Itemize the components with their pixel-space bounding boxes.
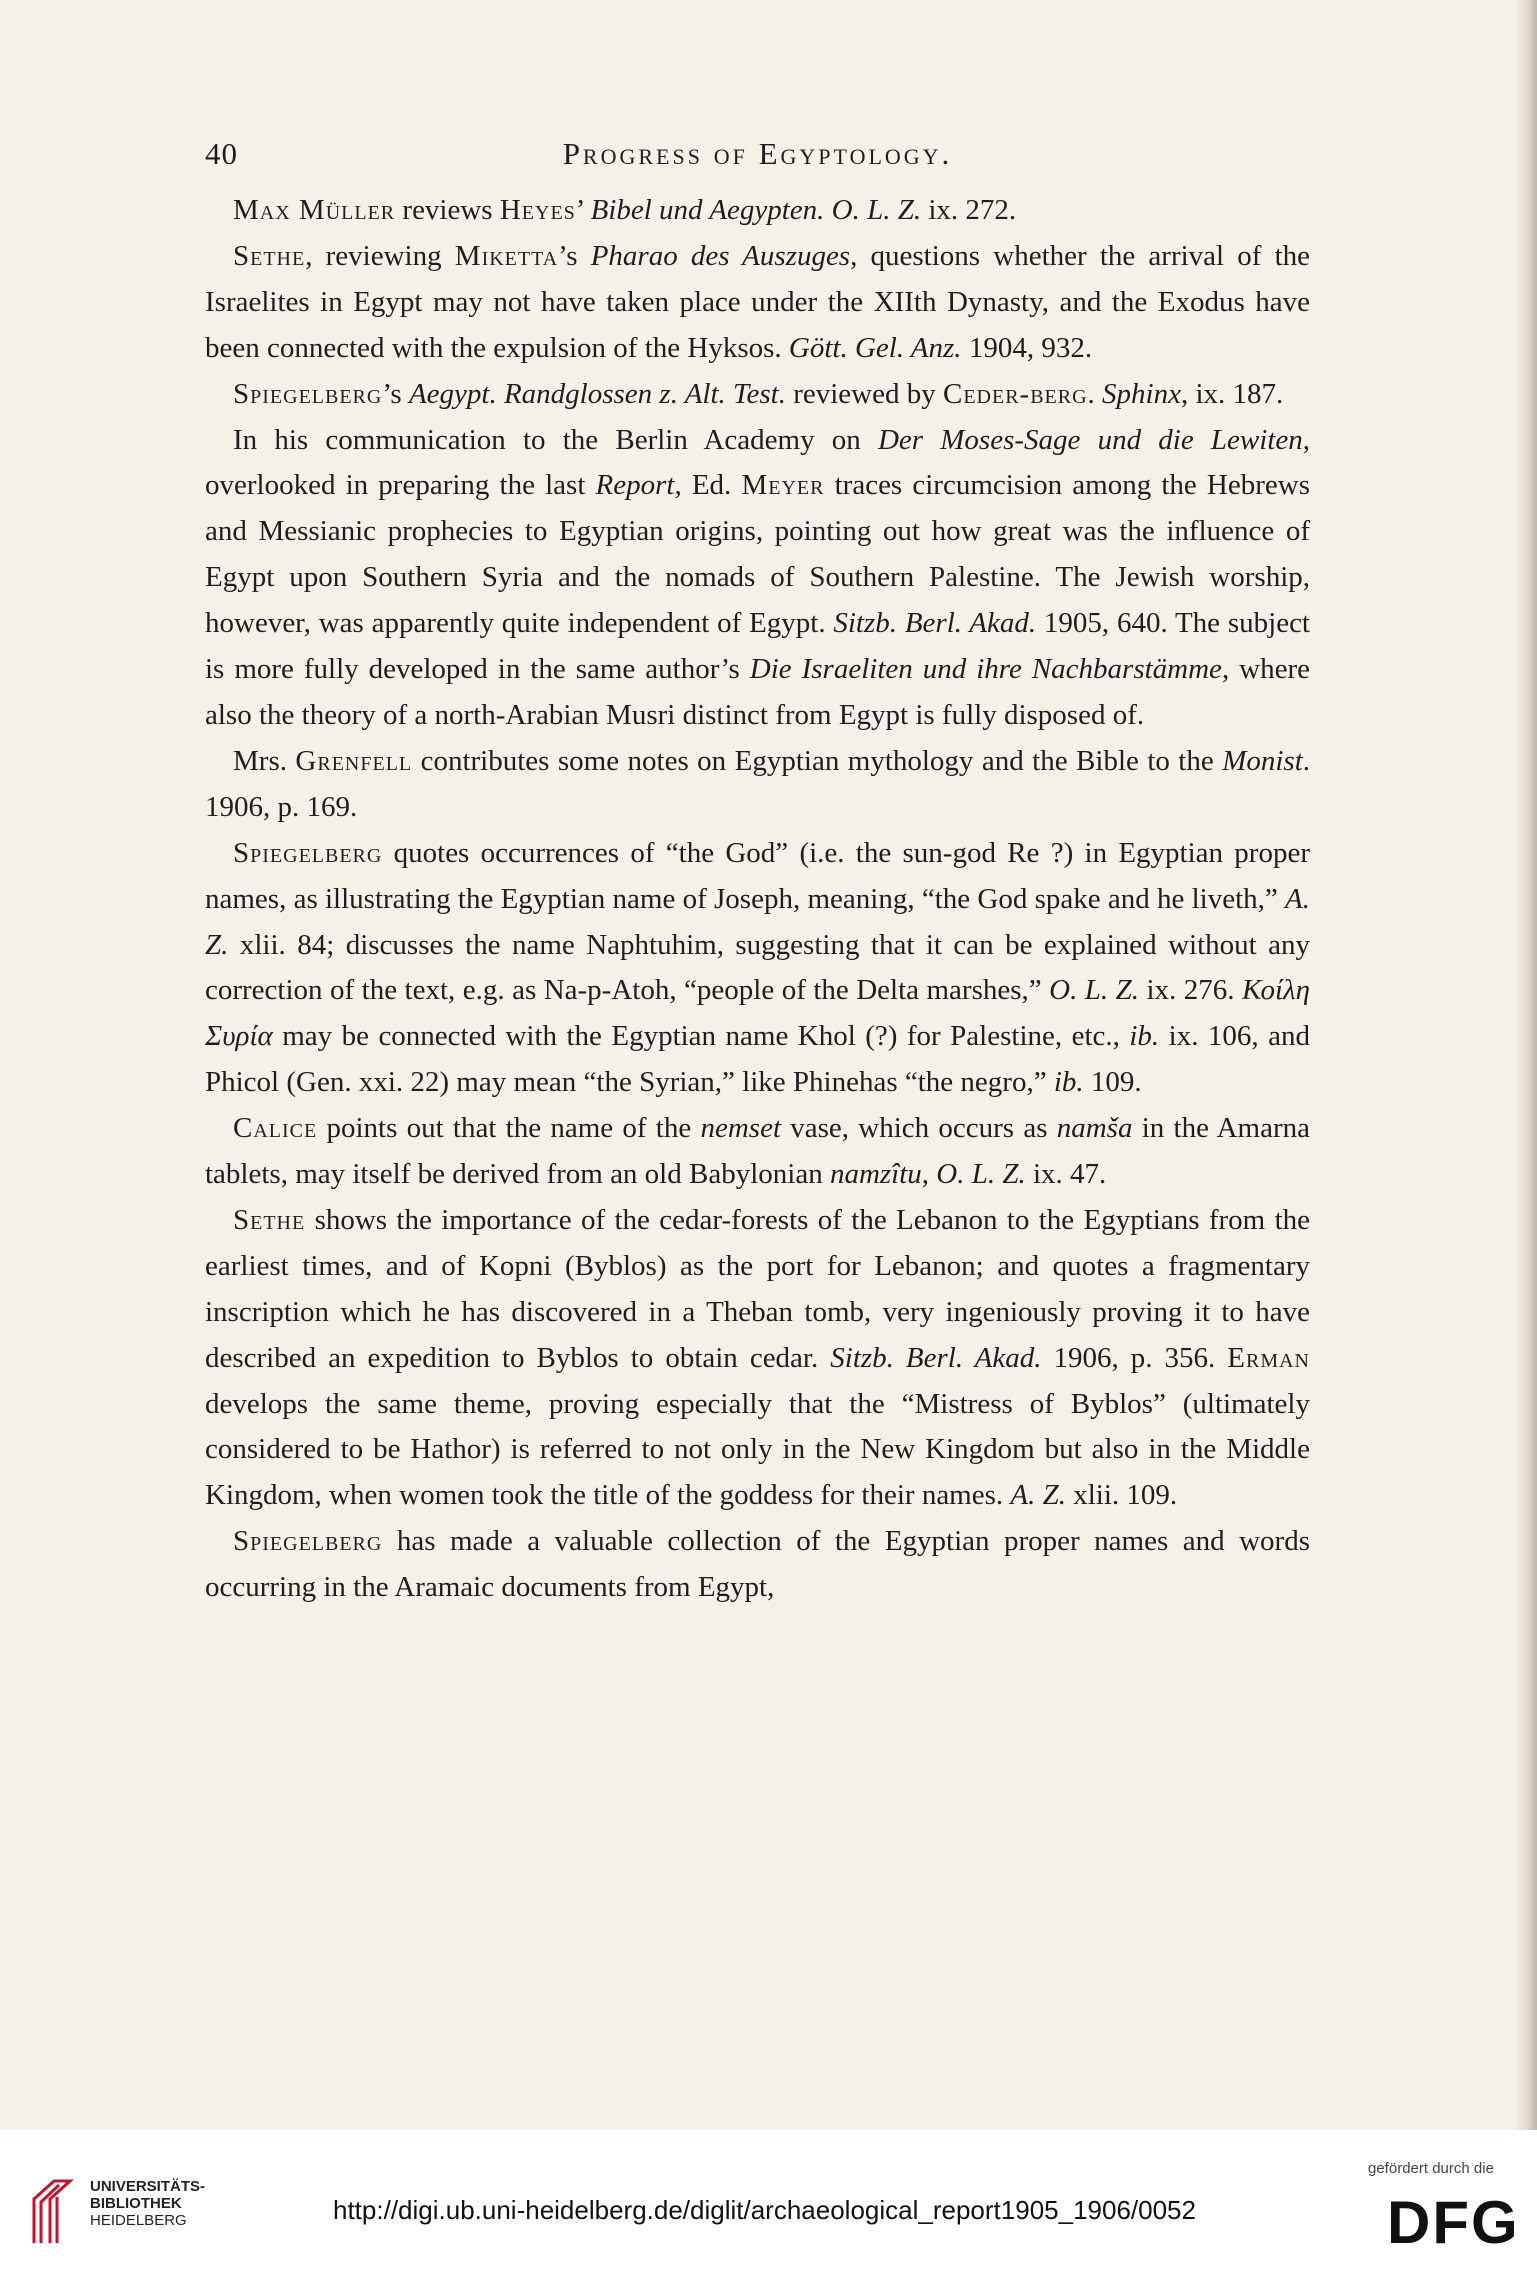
body-text bbox=[205, 188, 1310, 1611]
author-name: Heyes bbox=[499, 194, 576, 226]
library-line-2: BIBLIOTHEK bbox=[90, 2195, 182, 2212]
text-run: , bbox=[921, 1158, 937, 1191]
text-run: 1904, 932. bbox=[961, 331, 1093, 364]
running-title: Progress of Egyptology. bbox=[562, 136, 953, 171]
text-run: reviews bbox=[395, 194, 500, 226]
citation-text: Pharao des Auszuges bbox=[590, 239, 851, 272]
text-run bbox=[824, 194, 831, 226]
citation-text: Sitzb. Berl. Akad. bbox=[833, 607, 1037, 640]
paragraph bbox=[205, 1106, 1310, 1198]
text-run: reviewed by bbox=[785, 377, 943, 410]
paragraph bbox=[205, 234, 1310, 372]
footer-bar bbox=[0, 2130, 1537, 2279]
citation-text: Die Israeliten und ihre Nachbarstämme bbox=[749, 653, 1222, 686]
text-run: may be connected with the Egyptian name Khol (?) for Palestine, etc., bbox=[272, 1020, 1130, 1053]
citation-text: Gött. Gel. Anz. bbox=[788, 331, 962, 364]
text-run: ’ bbox=[575, 194, 591, 226]
text-run: 1906, p. 356. bbox=[1041, 1341, 1228, 1374]
page-header bbox=[205, 128, 1310, 188]
paragraph bbox=[205, 418, 1310, 739]
library-line-1: UNIVERSITÄTS- bbox=[90, 2178, 206, 2195]
citation-text: Monist bbox=[1222, 744, 1303, 777]
text-run: , overlooked in preparing the last bbox=[205, 423, 1310, 502]
author-name: Miketta bbox=[454, 239, 559, 272]
text-run: , Ed. bbox=[674, 469, 742, 502]
citation-text: nemset bbox=[700, 1112, 781, 1145]
citation-text: namzîtu bbox=[829, 1158, 922, 1191]
author-name: Spiegelberg bbox=[233, 377, 383, 410]
paragraph bbox=[205, 372, 1310, 418]
citation-text: namša bbox=[1056, 1112, 1133, 1145]
citation-text: O. L. Z. bbox=[1049, 974, 1140, 1007]
text-run: ix. 47. bbox=[1025, 1158, 1107, 1191]
text-run: ix. 276. bbox=[1139, 974, 1242, 1007]
text-run: Mrs. bbox=[233, 744, 296, 777]
author-name: Grenfell bbox=[295, 744, 413, 777]
author-name: Spiegelberg bbox=[233, 836, 383, 869]
permalink-url[interactable]: http://digi.ub.uni-heidelberg.de/diglit/archaeological_report1905_1906/0052 bbox=[333, 2195, 1196, 2225]
library-line-3: HEIDELBERG bbox=[90, 2212, 187, 2229]
text-run: points out that the name of the bbox=[317, 1112, 701, 1145]
text-run: has made a valuable collection of the Egyptian proper names and words occurring in the Aramaic documents from Egypt, bbox=[205, 1525, 1310, 1604]
text-run: In his communication to the Berlin Academy on bbox=[233, 423, 878, 456]
paragraph bbox=[205, 831, 1310, 1106]
text-run: xlii. 109. bbox=[1066, 1479, 1178, 1512]
citation-text: Report bbox=[595, 469, 675, 502]
citation-text: Κοίλη Συρία bbox=[205, 974, 1310, 1053]
page-content bbox=[205, 128, 1310, 1611]
citation-text: ib. bbox=[1053, 1066, 1084, 1099]
text-run: ix. 272. bbox=[921, 194, 1017, 226]
text-run: traces circumcision among the Hebrews and Messianic prophecies to Egyptian origins, pointing out how great was the influence of Egypt upon Southern Syria and the nomads of Southern Palestine. The Jewish worship, however, was apparently quite independent of Egypt. bbox=[205, 469, 1310, 640]
dfg-logo: DFG bbox=[1387, 2189, 1520, 2256]
citation-text: Der Moses-Sage und die Lewiten bbox=[877, 423, 1303, 456]
text-run: shows the importance of the cedar-forests of the Lebanon to the Egyptians from the earliest times, and of Kopni (Byblos) as the port for Lebanon; and quotes a fragmentary inscription which he has discovered in a Theban tomb, very ingeniously proving it to have described an expedition to Byblos to obtain cedar. bbox=[205, 1203, 1310, 1374]
author-name: Max Müller bbox=[233, 194, 396, 226]
citation-text: Sphinx bbox=[1102, 377, 1181, 410]
text-run: vase, which occurs as bbox=[781, 1112, 1057, 1145]
funding-caption: gefördert durch die bbox=[1368, 2160, 1494, 2177]
paragraph bbox=[205, 1198, 1310, 1519]
citation-text: Bibel und Aegypten. bbox=[590, 194, 825, 226]
paragraph bbox=[205, 1519, 1310, 1611]
text-run: develops the same theme, proving especially that the “Mistress of Byblos” (ultimately considered to be Hathor) is referred to not only in the New Kingdom but also in the Middle Kingdom, when women took the title of the goddess for their names. bbox=[205, 1387, 1310, 1512]
author-name: Calice bbox=[233, 1112, 318, 1145]
citation-text: O. L. Z. bbox=[831, 194, 922, 226]
author-name: Sethe bbox=[233, 239, 306, 272]
text-run: . bbox=[1087, 377, 1103, 410]
author-name: Meyer bbox=[741, 469, 825, 502]
text-run: . 1906, p. 169. bbox=[205, 744, 1310, 823]
citation-text: Sitzb. Berl. Akad. bbox=[830, 1341, 1042, 1374]
citation-text: Aegypt. Randglossen z. Alt. Test. bbox=[408, 377, 786, 410]
text-run: ’s bbox=[382, 377, 409, 410]
page-edge-shadow bbox=[1515, 0, 1537, 2130]
library-name bbox=[90, 2178, 205, 2229]
author-name: Ceder-berg bbox=[942, 377, 1088, 410]
text-run: , questions whether the arrival of the Israelites in Egypt may not have taken place under the XIIth Dynasty, and the Exodus have been connected with the expulsion of the Hyksos. bbox=[205, 239, 1311, 364]
text-run: quotes occurrences of “the God” (i.e. the sun-god Re ?) in Egyptian proper names, as illustrating the Egyptian name of Joseph, meaning, “the God spake and he liveth,” bbox=[205, 836, 1310, 915]
text-run: contributes some notes on Egyptian mythology and the Bible to the bbox=[412, 744, 1223, 777]
text-run: ix. 106, and Phicol (Gen. xxi. 22) may mean “the Syrian,” like Phinehas “the negro,” bbox=[205, 1020, 1310, 1099]
text-run: , reviewing bbox=[305, 239, 455, 272]
text-run: , ix. 187. bbox=[1180, 377, 1284, 410]
text-run: 109. bbox=[1083, 1066, 1142, 1099]
text-run: xlii. 84; discusses the name Naphtuhim, suggesting that it can be explained without any correction of the text, e.g. as Na-p-Atoh, “people of the Delta marshes,” bbox=[205, 928, 1310, 1007]
author-name: Spiegelberg bbox=[233, 1525, 383, 1558]
text-run: in the Amarna tablets, may itself be derived from an old Babylonian bbox=[205, 1112, 1310, 1191]
text-run: 1905, 640. The subject is more fully developed in the same author’s bbox=[205, 607, 1310, 686]
citation-text: ib. bbox=[1129, 1020, 1160, 1053]
paragraph bbox=[205, 188, 1310, 234]
text-run: ’s bbox=[558, 239, 591, 272]
author-name: Sethe bbox=[233, 1203, 306, 1236]
citation-text: O. L. Z. bbox=[936, 1158, 1026, 1191]
text-run: , where also the theory of a north-Arabian Musri distinct from Egypt is fully disposed of. bbox=[205, 653, 1311, 731]
paragraph bbox=[205, 739, 1310, 831]
library-logo-icon bbox=[30, 2177, 74, 2245]
page-number: 40 bbox=[205, 136, 238, 171]
citation-text: A. Z. bbox=[205, 882, 1310, 961]
citation-text: A. Z. bbox=[1010, 1479, 1066, 1512]
author-name: Erman bbox=[1227, 1341, 1311, 1374]
